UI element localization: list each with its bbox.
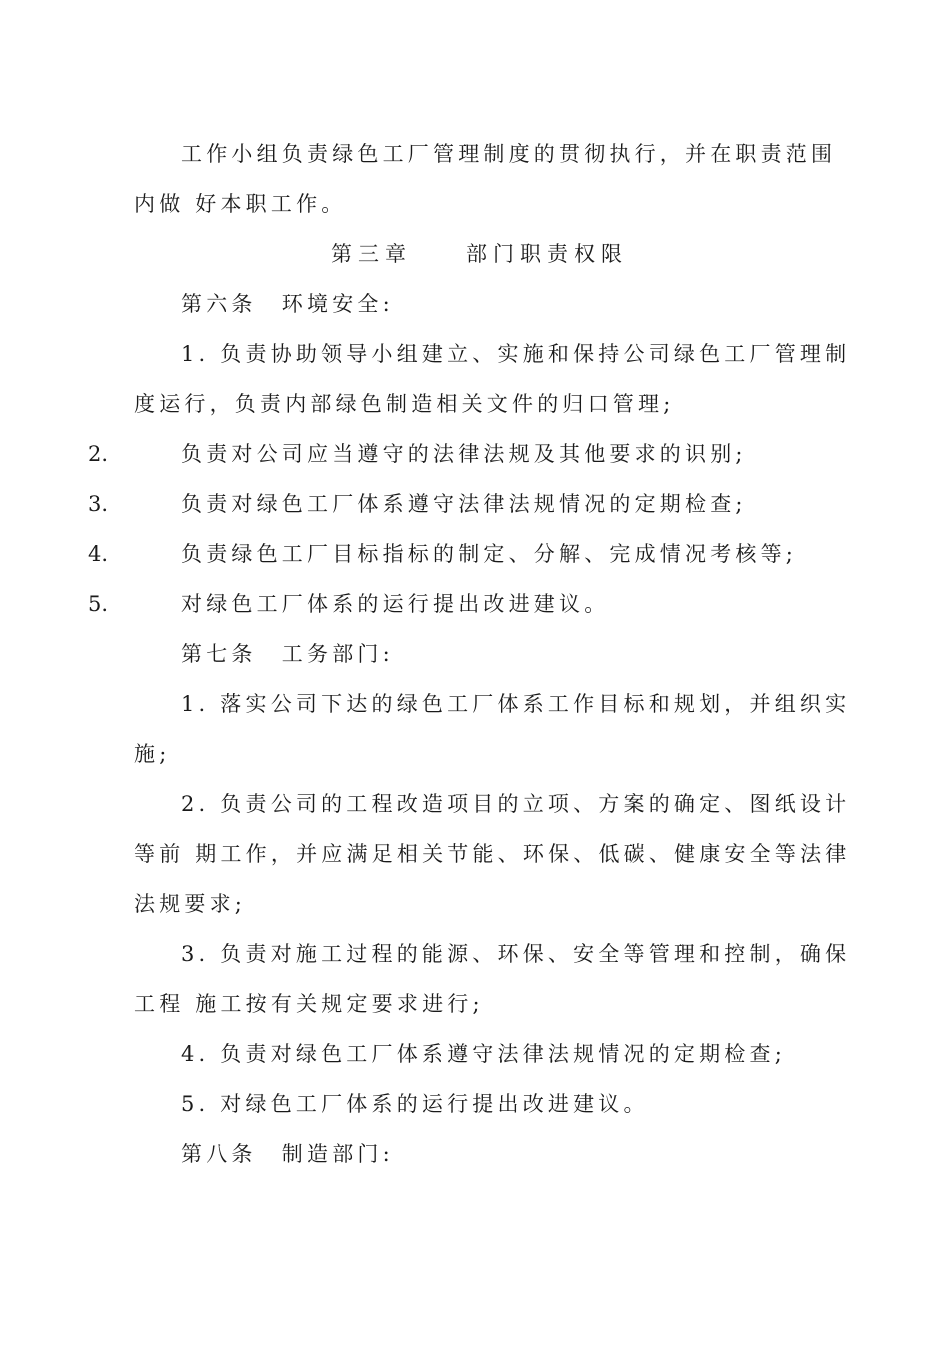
- article-8-title: 第八条 制造部门:: [181, 1142, 394, 1166]
- article-6-item-3-text: 负责对绿色工厂体系遵守法律法规情况的定期检查;: [181, 492, 747, 516]
- article-7-item-3-line-2: 工程 施工按有关规定要求进行;: [134, 992, 484, 1016]
- article-6-item-2-number: 2.: [88, 442, 109, 466]
- article-7-item-2-line-2: 等前 期工作，并应满足相关节能、环保、低碳、健康安全等法律: [134, 842, 851, 866]
- article-6-item-5-number: 5.: [88, 592, 109, 616]
- intro-line-2: 内做 好本职工作。: [134, 192, 347, 216]
- article-6-item-4-text: 负责绿色工厂目标指标的制定、分解、完成情况考核等;: [181, 542, 798, 566]
- intro-line-1: 工作小组负责绿色工厂管理制度的贯彻执行，并在职责范围: [181, 142, 837, 166]
- article-7-item-5: 5. 对绿色工厂体系的运行提出改进建议。: [181, 1092, 649, 1116]
- article-6-item-1-line-1: 1. 负责协助领导小组建立、实施和保持公司绿色工厂管理制: [181, 342, 851, 366]
- article-7-item-3-line-1: 3. 负责对施工过程的能源、环保、安全等管理和控制，确保: [181, 942, 851, 966]
- article-6-title: 第六条 环境安全:: [181, 292, 394, 316]
- article-6-item-2-text: 负责对公司应当遵守的法律法规及其他要求的识别;: [181, 442, 747, 466]
- chapter-title: 第三章 部门职责权限: [331, 242, 628, 266]
- article-7-item-1-line-2: 施;: [134, 742, 171, 766]
- article-7-title: 第七条 工务部门:: [181, 642, 394, 666]
- article-6-item-4-number: 4.: [88, 542, 109, 566]
- article-7-item-2-line-1: 2. 负责公司的工程改造项目的立项、方案的确定、图纸设计: [181, 792, 851, 816]
- article-6-item-5-text: 对绿色工厂体系的运行提出改进建议。: [181, 592, 610, 616]
- article-7-item-4: 4. 负责对绿色工厂体系遵守法律法规情况的定期检查;: [181, 1042, 786, 1066]
- article-7-item-2-line-3: 法规要求;: [134, 892, 247, 916]
- article-7-item-1-line-1: 1. 落实公司下达的绿色工厂体系工作目标和规划，并组织实: [181, 692, 851, 716]
- article-6-item-1-line-2: 度运行，负责内部绿色制造相关文件的归口管理;: [134, 392, 675, 416]
- article-6-item-3-number: 3.: [88, 492, 109, 516]
